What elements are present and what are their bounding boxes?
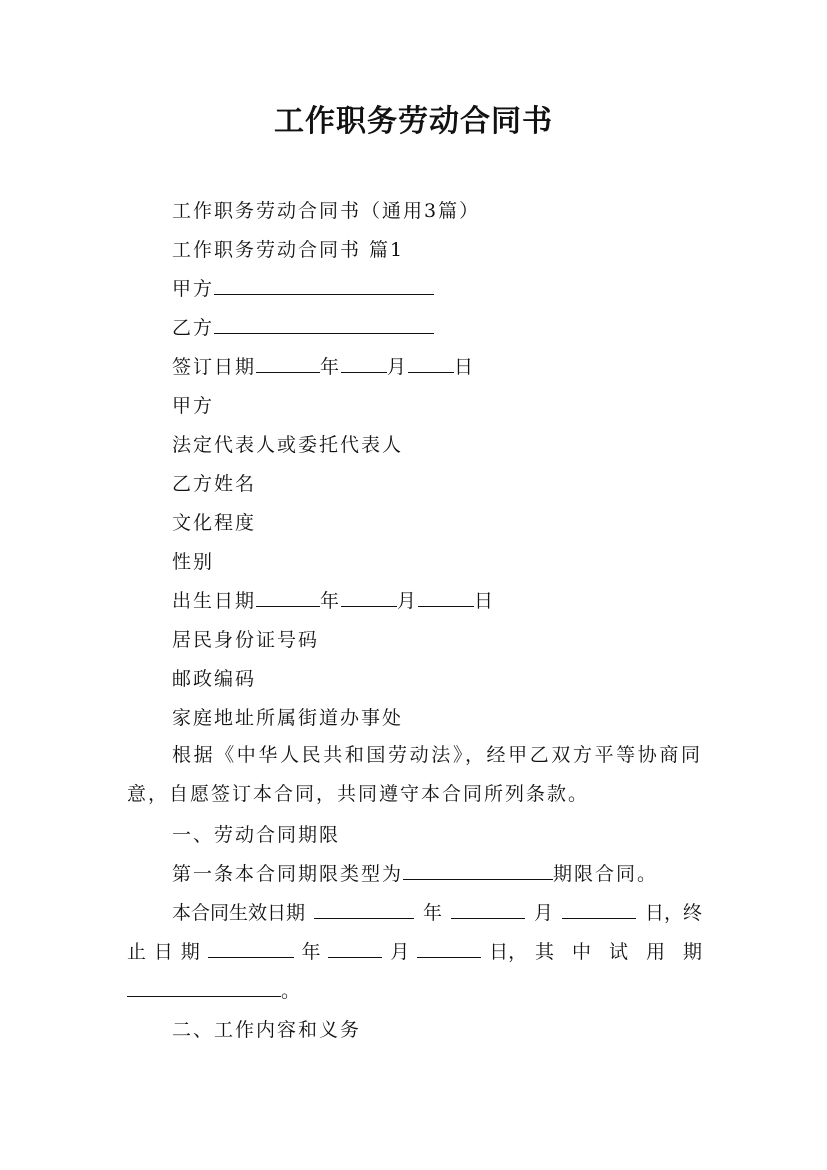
effective-date-line	[127, 899, 702, 927]
end-day-label: 日，	[489, 941, 528, 963]
sign-year-blank	[256, 354, 320, 373]
birth-date-label: 出生日期	[172, 590, 257, 612]
part-heading: 工作职务劳动合同书 篇1	[172, 239, 405, 261]
sign-day-blank	[408, 354, 454, 373]
sign-day-label: 日	[454, 356, 476, 378]
birth-year-label: 年	[320, 590, 342, 612]
sign-date-line	[172, 353, 475, 381]
effective-month-blank	[451, 900, 525, 919]
intro-paragraph: 根据《中华人民共和国劳动法》，经甲乙双方平等协商同意，自愿签订本合同，共同遵守本合同所列条款。	[127, 744, 702, 805]
birth-year-blank	[256, 588, 320, 607]
end-date-qi: 期	[180, 941, 200, 963]
party-a-label: 甲方	[172, 278, 215, 300]
sign-date-label: 签订日期	[172, 356, 257, 378]
party-a-line	[172, 275, 434, 303]
effective-day-label: 日，终	[644, 902, 702, 924]
end-date-line	[127, 938, 720, 966]
effective-year-label: 年	[422, 902, 442, 924]
field-id-number: 居民身份证号码	[172, 629, 320, 651]
sign-month-blank	[341, 354, 387, 373]
end-date-ri: 日	[153, 941, 173, 963]
end-year-label: 年	[301, 941, 321, 963]
field-address: 家庭地址所属街道办事处	[172, 707, 404, 729]
field-legal-rep: 法定代表人或委托代表人	[172, 434, 404, 456]
contract-type-blank	[403, 861, 553, 880]
effective-date-prefix: 本合同生效日期	[172, 902, 306, 924]
probation-line	[127, 977, 302, 1005]
article-1-suffix: 期限合同。	[553, 863, 659, 885]
sign-year-label: 年	[320, 356, 342, 378]
end-day-blank	[417, 939, 481, 958]
party-b-line	[172, 314, 434, 342]
end-date-prefix: 止	[127, 941, 147, 963]
birth-day-label: 日	[474, 590, 496, 612]
birth-month-label: 月	[397, 590, 419, 612]
birth-month-blank	[341, 588, 397, 607]
effective-day-blank	[562, 900, 636, 919]
party-b-label: 乙方	[172, 317, 215, 339]
sign-month-label: 月	[387, 356, 409, 378]
party-a-blank	[214, 276, 434, 295]
birth-date-line	[172, 587, 495, 615]
article-1-line	[172, 860, 658, 888]
article-1-prefix: 第一条本合同期限类型为	[172, 863, 404, 885]
field-postcode: 邮政编码	[172, 668, 257, 690]
birth-day-blank	[418, 588, 474, 607]
effective-year-blank	[314, 900, 414, 919]
effective-month-label: 月	[533, 902, 553, 924]
end-month-label: 月	[390, 941, 410, 963]
document-subtitle: 工作职务劳动合同书（通用3篇）	[172, 200, 481, 222]
field-party-a: 甲方	[172, 395, 215, 417]
document-title: 工作职务劳动合同书	[274, 104, 553, 139]
probation-label: 其中试用期	[534, 941, 720, 963]
section-2-heading: 二、工作内容和义务	[172, 1019, 362, 1041]
end-month-blank	[328, 939, 382, 958]
section-1-heading: 一、劳动合同期限	[172, 824, 341, 846]
party-b-blank	[214, 315, 434, 334]
end-year-blank	[208, 939, 294, 958]
probation-blank	[127, 978, 281, 997]
field-gender: 性别	[172, 551, 215, 573]
probation-end: 。	[281, 980, 303, 1002]
field-education: 文化程度	[172, 512, 257, 534]
field-party-b-name: 乙方姓名	[172, 473, 257, 495]
